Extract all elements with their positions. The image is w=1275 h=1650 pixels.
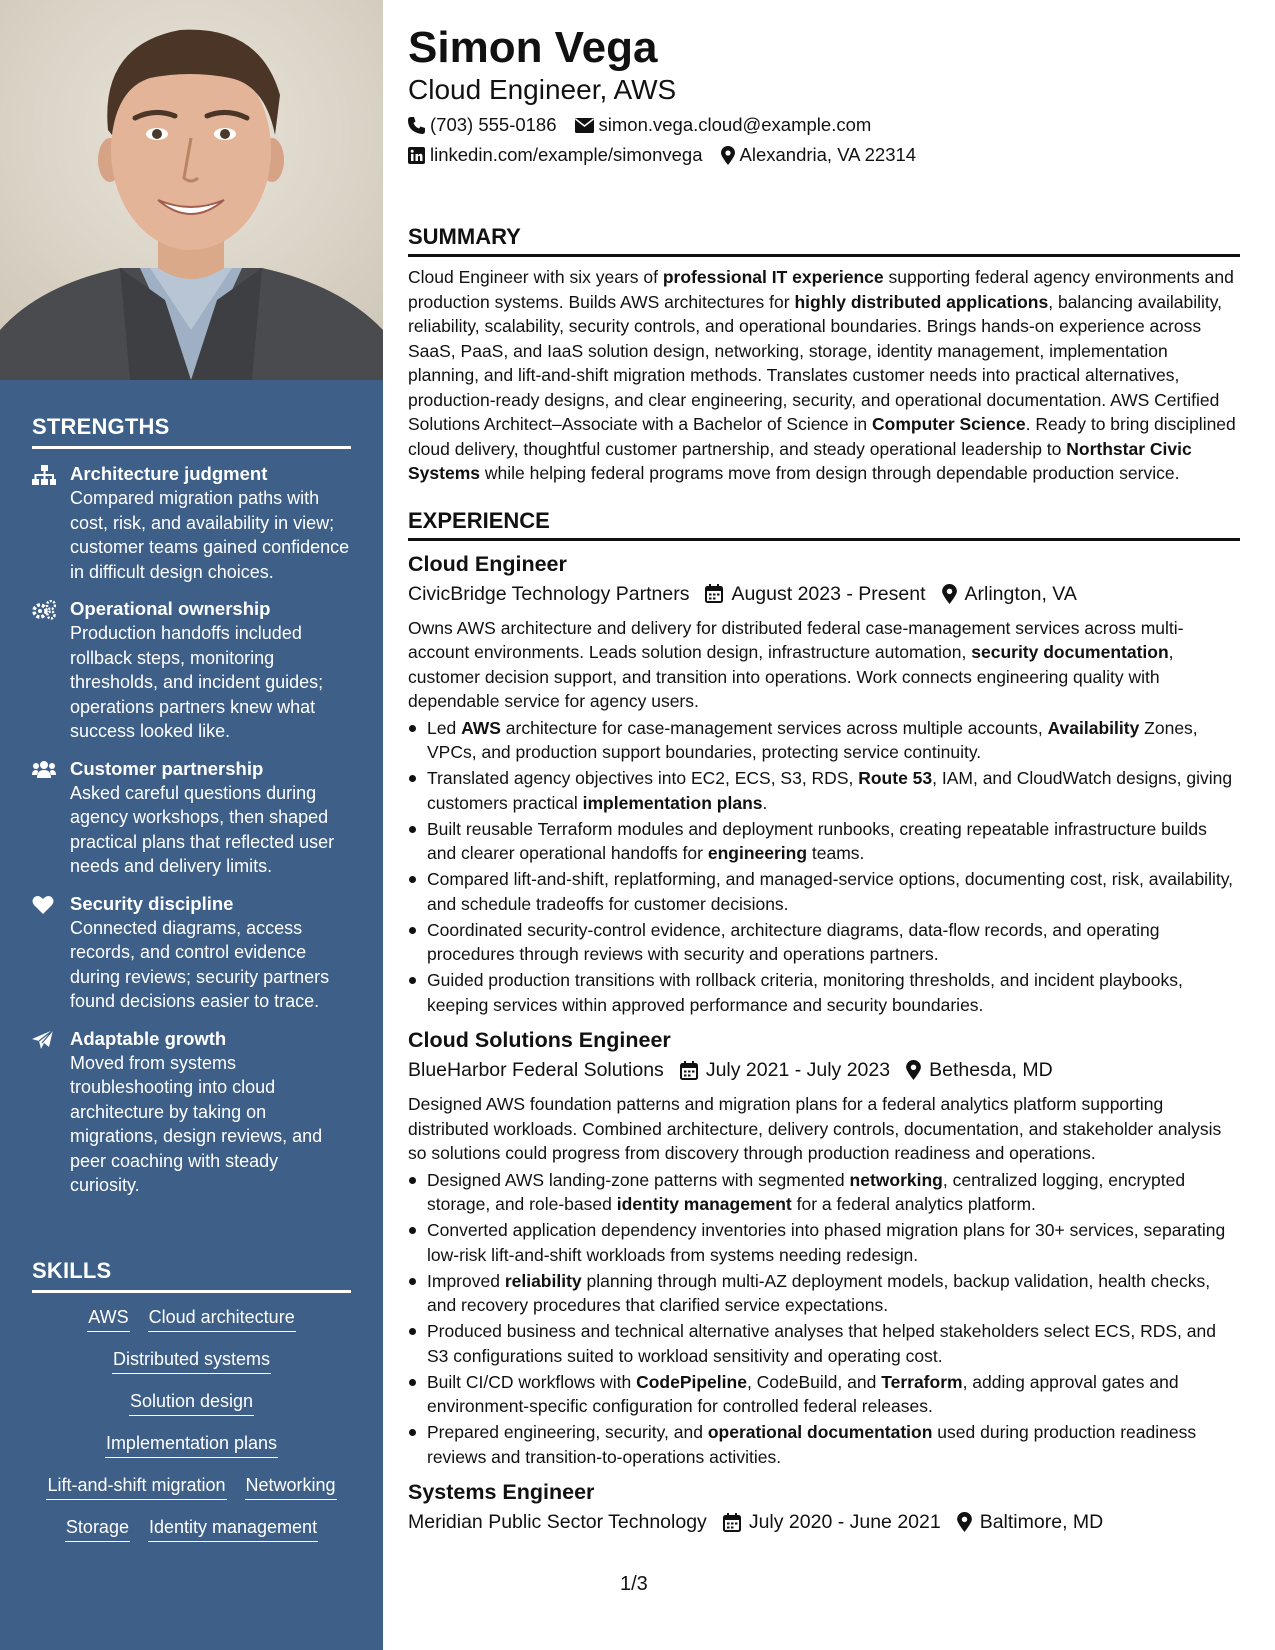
job-description: Designed AWS foundation patterns and migration plans for a federal analytics platform supporting distributed workloads. Combined architecture, delivery controls, documentation, and stakeholder analysis so solutions could progress from discovery through production readiness and operations. (408, 1094, 1222, 1163)
list-item: Designed AWS landing-zone patterns with segmented networking, centralized logging, encrypted storage, and role-based identity management for a federal analytics platform. (408, 1168, 1240, 1217)
skill-tag: Cloud architecture (148, 1305, 296, 1332)
contact-line (408, 114, 1240, 136)
list-item: Coordinated security-control evidence, architecture diagrams, data-flow records, and operating procedures through reviews with security and operations partners. (408, 918, 1240, 967)
strength-item (32, 1027, 351, 1198)
strength-text: Production handoffs included rollback steps, monitoring thresholds, and incident guides; operations partners knew what success looked like. (70, 623, 324, 741)
skill-tag: Networking (245, 1473, 337, 1500)
skill-tag: AWS (87, 1305, 129, 1332)
page-number: 1/3 (620, 1573, 648, 1595)
strength-title: Adaptable growth (70, 1027, 227, 1049)
map-pin-icon (721, 146, 735, 165)
strength-title: Security discipline (70, 892, 234, 914)
summary-heading: SUMMARY (408, 224, 1240, 257)
job-title: Cloud Solutions Engineer (408, 1028, 671, 1052)
strengths-heading: STRENGTHS (32, 414, 351, 449)
paper-plane-icon (32, 1027, 70, 1198)
heart-icon (32, 892, 70, 1014)
map-pin-icon (957, 1512, 980, 1532)
location: Alexandria, VA 22314 (739, 144, 917, 165)
sidebar (0, 0, 383, 1650)
strength-item (32, 597, 351, 744)
job-meta (408, 1056, 1240, 1084)
phone-icon (408, 117, 425, 134)
job-entry (408, 1026, 1240, 1469)
profile-photo (0, 0, 383, 380)
job-dates: July 2020 - June 2021 (748, 1511, 941, 1533)
job-bullets (408, 716, 1240, 1018)
list-item: Converted application dependency inventories into phased migration plans for 30+ services, separating low-risk lift-and-shift workloads from systems needing redesign. (408, 1218, 1240, 1267)
skills-section (32, 1258, 351, 1557)
job-location: Arlington, VA (964, 582, 1077, 605)
job-dates: July 2021 - July 2023 (705, 1059, 891, 1081)
strength-text: Connected diagrams, access records, and control evidence during reviews; security partners found decisions easier to trace. (70, 917, 330, 1011)
map-pin-icon (942, 584, 965, 604)
gears-icon (32, 597, 70, 744)
map-pin-icon (906, 1060, 929, 1080)
summary-text: Cloud Engineer with six years of professional IT experience supporting federal agency environments and production systems. Builds AWS architectures for highly distributed applications, balancing availability, reliability, scalability, security controls, and operational boundaries. Brings hands-on experience across SaaS, PaaS, and IaaS solution design, networking, storage, identity management, implementation planning, and lift-and-shift migration methods. Translates customer needs into practical alternatives, production-ready designs, and clear engineering, security, and operational documentation. AWS Certified Solutions Architect–Associate with a Bachelor of Science in Computer Science. Ready to bring disciplined cloud delivery, thoughtful customer partnership, and steady operational leadership to Northstar Civic Systems while helping federal programs move from design through dependable production service. (408, 267, 1236, 483)
calendar-icon (723, 1513, 749, 1532)
strength-text: Asked careful questions during agency workshops, then shaped practical plans that reflected user needs and delivery limits. (70, 782, 335, 876)
skill-tag: Identity management (148, 1515, 318, 1542)
users-icon (32, 757, 70, 879)
linkedin-link[interactable]: linkedin.com/example/simonvega (430, 144, 703, 165)
strength-text: Compared migration paths with cost, risk, and availability in view; customer teams gained confidence in difficult design choices. (70, 488, 350, 582)
company-name: CivicBridge Technology Partners (408, 582, 690, 605)
skill-tag: Implementation plans (105, 1431, 278, 1458)
list-item: Translated agency objectives into EC2, ECS, S3, RDS, Route 53, IAM, and CloudWatch designs, giving customers practical implementation plans. (408, 766, 1240, 815)
contact-line (408, 144, 1240, 166)
strengths-section (32, 414, 351, 1198)
list-item: Guided production transitions with rollback criteria, monitoring thresholds, and incident playbooks, keeping services within approved performance and security boundaries. (408, 968, 1240, 1017)
list-item: Prepared engineering, security, and operational documentation used during production readiness reviews and transition-to-operations activities. (408, 1420, 1240, 1469)
job-title: Systems Engineer (408, 1480, 595, 1504)
list-item: Built CI/CD workflows with CodePipeline, CodeBuild, and Terraform, adding approval gates and environment-specific configuration for controlled federal releases. (408, 1370, 1240, 1419)
job-entry (408, 1478, 1240, 1536)
strength-title: Operational ownership (70, 598, 271, 619)
phone-number[interactable]: (703) 555-0186 (430, 114, 557, 135)
experience-heading: EXPERIENCE (408, 508, 1240, 541)
envelope-icon (575, 118, 594, 133)
sitemap-icon (32, 462, 70, 584)
linkedin-icon (408, 147, 425, 164)
strength-text: Moved from systems troubleshooting into cloud architecture by taking on migrations, design reviews, and peer coaching with steady curiosity. (70, 1052, 323, 1195)
email-link[interactable]: simon.vega.cloud@example.com (598, 114, 872, 135)
job-dates: August 2023 - Present (731, 582, 926, 605)
job-location: Bethesda, MD (929, 1059, 1053, 1081)
list-item: Led AWS architecture for case-management services across multiple accounts, Availability Zones, VPCs, and production support boundaries, protecting service continuity. (408, 716, 1240, 765)
list-item: Produced business and technical alternative analyses that helped stakeholders select ECS, RDS, and S3 configurations suited to workload sensitivity and operating cost. (408, 1319, 1240, 1368)
job-description: Owns AWS architecture and delivery for distributed federal case-management services across multi-account environments. Leads solution design, infrastructure automation, security documentation, customer decision support, and transition into operations. Work connects engineering quality with dependable service for agency users. (408, 617, 1184, 711)
company-name: BlueHarbor Federal Solutions (408, 1059, 664, 1081)
job-location: Baltimore, MD (979, 1511, 1104, 1533)
strength-item (32, 462, 351, 584)
strength-title: Customer partnership (70, 757, 264, 779)
job-meta (408, 1508, 1240, 1536)
strength-item (32, 757, 351, 879)
candidate-role: Cloud Engineer, AWS (408, 74, 677, 105)
job-meta (408, 580, 1240, 608)
main-content (408, 22, 1240, 1536)
strength-item (32, 892, 351, 1014)
calendar-icon (680, 1061, 706, 1080)
skill-tag: Storage (65, 1515, 130, 1542)
skill-tag: Solution design (129, 1389, 254, 1416)
skill-tag: Distributed systems (112, 1347, 271, 1374)
job-bullets (408, 1168, 1240, 1470)
strength-title: Architecture judgment (70, 463, 268, 484)
list-item: Built reusable Terraform modules and deployment runbooks, creating repeatable infrastructure builds and clearer operational handoffs for engineering teams. (408, 817, 1240, 866)
candidate-name: Simon Vega (408, 23, 658, 72)
job-entry (408, 550, 1240, 1018)
calendar-icon (705, 584, 731, 603)
skill-tag: Lift-and-shift migration (46, 1473, 226, 1500)
skills-heading: SKILLS (32, 1258, 351, 1293)
company-name: Meridian Public Sector Technology (408, 1511, 707, 1533)
job-title: Cloud Engineer (408, 551, 567, 576)
list-item: Improved reliability planning through multi-AZ deployment models, backup validation, health checks, and recovery procedures that clarified service expectations. (408, 1269, 1240, 1318)
list-item: Compared lift-and-shift, replatforming, and managed-service options, documenting cost, risk, availability, and schedule tradeoffs for customer decisions. (408, 867, 1240, 916)
